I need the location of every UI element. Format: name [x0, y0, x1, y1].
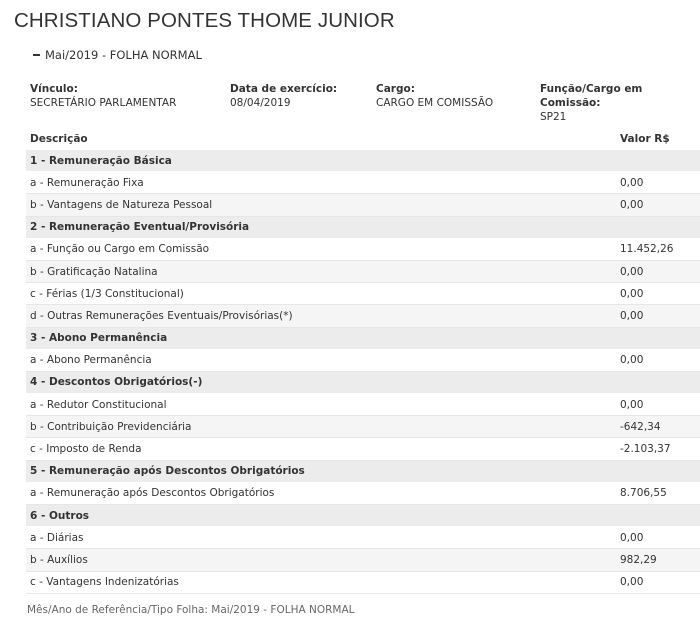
table-row: [26, 571, 700, 593]
cargo-field: [376, 82, 493, 110]
row-description: b - Auxílios: [26, 549, 620, 571]
valor-header: Valor R$: [620, 133, 670, 145]
group-header-row: [26, 327, 700, 349]
table-row: [26, 194, 700, 216]
row-description: c - Vantagens Indenizatórias: [26, 571, 620, 593]
descricao-header: Descrição: [30, 133, 88, 145]
row-description: b - Gratificação Natalina: [26, 260, 620, 282]
row-value: 0,00: [620, 394, 700, 416]
table-header-row: [26, 128, 700, 150]
vinculo-field: [30, 82, 176, 110]
cargo-value: CARGO EM COMISSÃO: [376, 97, 494, 109]
row-description: c - Imposto de Renda: [26, 438, 620, 460]
group-title: 3 - Abono Permanência: [26, 327, 620, 349]
row-description: b - Vantagens de Natureza Pessoal: [26, 194, 620, 216]
group-value-cell: [620, 216, 700, 238]
group-value-cell: [620, 460, 700, 482]
group-header-row: [26, 460, 700, 482]
cargo-label: Cargo:: [376, 83, 415, 95]
table-row: [26, 260, 700, 282]
row-value: 0,00: [620, 260, 700, 282]
table-row: [26, 438, 700, 460]
table-row: [26, 305, 700, 327]
data-exercicio-field: [230, 82, 337, 110]
group-title: 5 - Remuneração após Descontos Obrigatórios: [26, 460, 620, 482]
row-value: 8.706,55: [620, 482, 700, 504]
data-exercicio-label: Data de exercício:: [230, 83, 338, 95]
row-value: 0,00: [620, 527, 700, 549]
table-row: [26, 394, 700, 416]
row-value: 11.452,26: [620, 238, 700, 260]
row-value: 0,00: [620, 172, 700, 194]
row-value: 0,00: [620, 571, 700, 593]
row-description: a - Remuneração Fixa: [26, 172, 620, 194]
row-description: d - Outras Remunerações Eventuais/Provisórias(*): [26, 305, 620, 327]
group-value-cell: [620, 150, 700, 172]
table-row: [26, 172, 700, 194]
employee-name: CHRISTIANO PONTES THOME JUNIOR: [14, 9, 395, 32]
row-value: 982,29: [620, 549, 700, 571]
row-value: -2.103,37: [620, 438, 700, 460]
group-header-row: [26, 371, 700, 393]
period-label: Mai/2019 - FOLHA NORMAL: [45, 48, 202, 62]
reference-footer: Mês/Ano de Referência/Tipo Folha: Mai/2019 - FOLHA NORMAL: [27, 604, 355, 616]
row-description: a - Remuneração após Descontos Obrigatórios: [26, 482, 620, 504]
row-description: a - Abono Permanência: [26, 349, 620, 371]
group-value-cell: [620, 505, 700, 527]
funcao-value: SP21: [540, 111, 567, 123]
group-title: 1 - Remuneração Básica: [26, 150, 620, 172]
group-header-row: [26, 216, 700, 238]
period-toggle[interactable]: [33, 48, 202, 62]
row-description: a - Diárias: [26, 527, 620, 549]
row-description: a - Função ou Cargo em Comissão: [26, 238, 620, 260]
row-description: c - Férias (1/3 Constitucional): [26, 283, 620, 305]
table-body: [26, 150, 700, 593]
row-value: 0,00: [620, 283, 700, 305]
group-header-row: [26, 150, 700, 172]
group-title: 2 - Remuneração Eventual/Provisória: [26, 216, 620, 238]
funcao-field: [540, 82, 700, 124]
table-row: [26, 527, 700, 549]
group-title: 4 - Descontos Obrigatórios(-): [26, 371, 620, 393]
vinculo-value: SECRETÁRIO PARLAMENTAR: [30, 97, 177, 109]
group-title: 6 - Outros: [26, 505, 620, 527]
collapse-minus-icon[interactable]: [33, 54, 40, 56]
table-row: [26, 482, 700, 504]
funcao-label: Função/Cargo em Comissão:: [540, 83, 643, 109]
table-row: [26, 549, 700, 571]
table-row: [26, 349, 700, 371]
table-row: [26, 238, 700, 260]
group-header-row: [26, 505, 700, 527]
row-value: 0,00: [620, 349, 700, 371]
row-description: b - Contribuição Previdenciária: [26, 416, 620, 438]
table-row: [26, 283, 700, 305]
row-description: a - Redutor Constitucional: [26, 394, 620, 416]
vinculo-label: Vínculo:: [30, 83, 78, 95]
remuneration-table: [26, 128, 700, 594]
table-row: [26, 416, 700, 438]
row-value: -642,34: [620, 416, 700, 438]
group-value-cell: [620, 327, 700, 349]
row-value: 0,00: [620, 305, 700, 327]
row-value: 0,00: [620, 194, 700, 216]
group-value-cell: [620, 371, 700, 393]
data-exercicio-value: 08/04/2019: [230, 97, 291, 109]
